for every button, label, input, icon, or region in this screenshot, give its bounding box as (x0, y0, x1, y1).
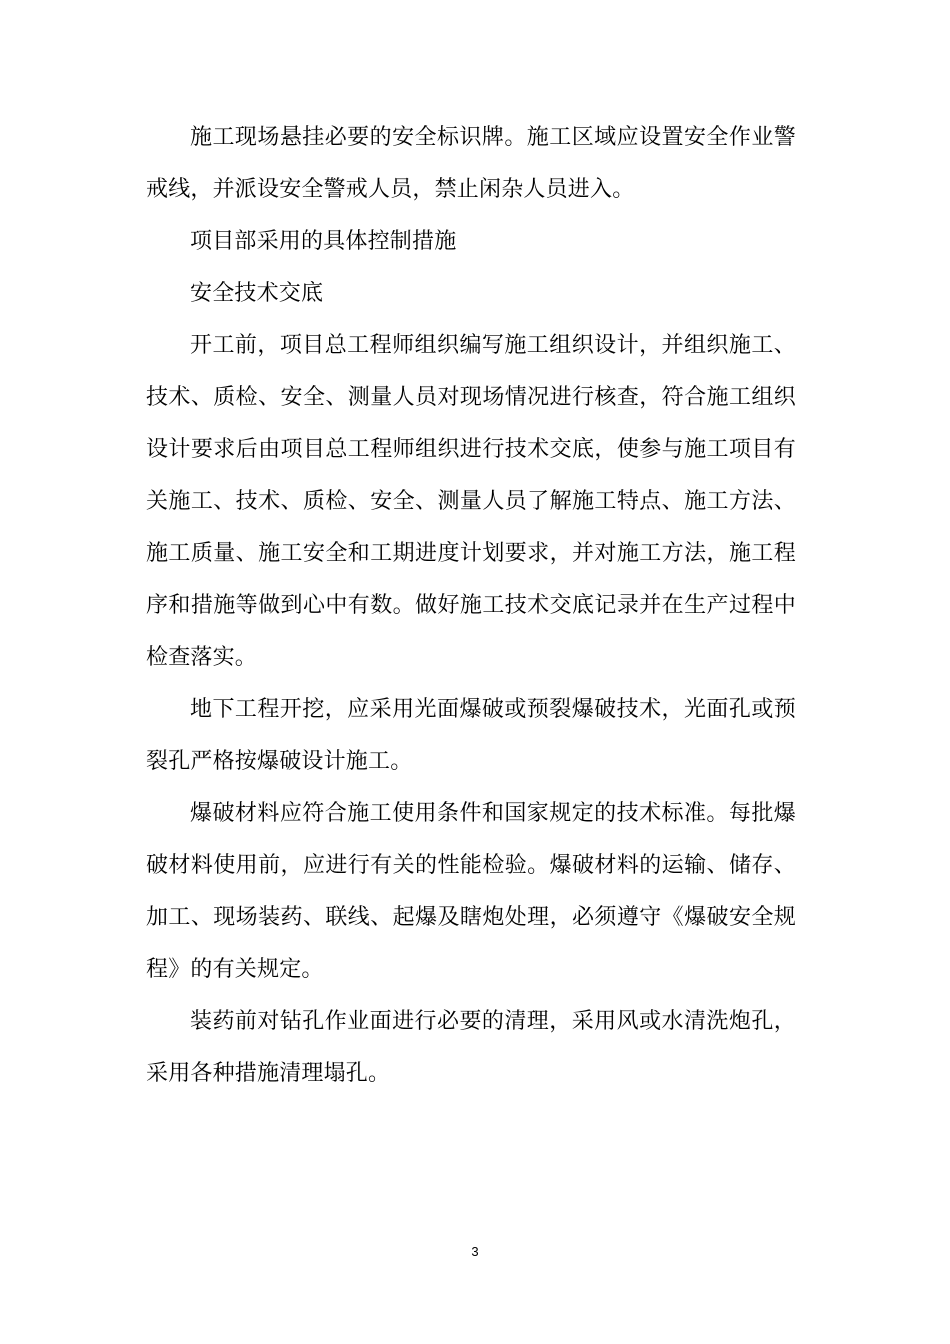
paragraph-blasting-materials: 爆破材料应符合施工使用条件和国家规定的技术标准。每批爆破材料使用前，应进行有关的性能检验。爆破材料的运输、储存、加工、现场装药、联线、起爆及瞎炮处理，必须遵守《爆破安全规程》的有关规定。 (146, 801, 796, 982)
paragraph-pre-construction: 开工前，项目总工程师组织编写施工组织设计，并组织施工、技术、质检、安全、测量人员对现场情况进行核查，符合施工组织设计要求后由项目总工程师组织进行技术交底，使参与施工项目有关施工、技术、质检、安全、测量人员了解施工特点、施工方法、施工质量、施工安全和工期进度计划要求，并对施工方法，施工程序和措施等做到心中有数。做好施工技术交底记录并在生产过程中检查落实。 (146, 333, 796, 670)
heading-control-measures: 项目部采用的具体控制措施 (190, 229, 457, 254)
heading-technical-briefing: 安全技术交底 (190, 281, 324, 306)
paragraph-excavation: 地下工程开挖，应采用光面爆破或预裂爆破技术，光面孔或预裂孔严格按爆破设计施工。 (146, 697, 796, 774)
document-body (146, 112, 796, 1100)
paragraph-safety-signs: 施工现场悬挂必要的安全标识牌。施工区域应设置安全作业警戒线，并派设安全警戒人员，禁止闲杂人员进入。 (146, 125, 796, 202)
paragraph-charging: 装药前对钻孔作业面进行必要的清理，采用风或水清洗炮孔，采用各种措施清理塌孔。 (146, 1009, 796, 1086)
page-number: 3 (471, 1244, 479, 1259)
